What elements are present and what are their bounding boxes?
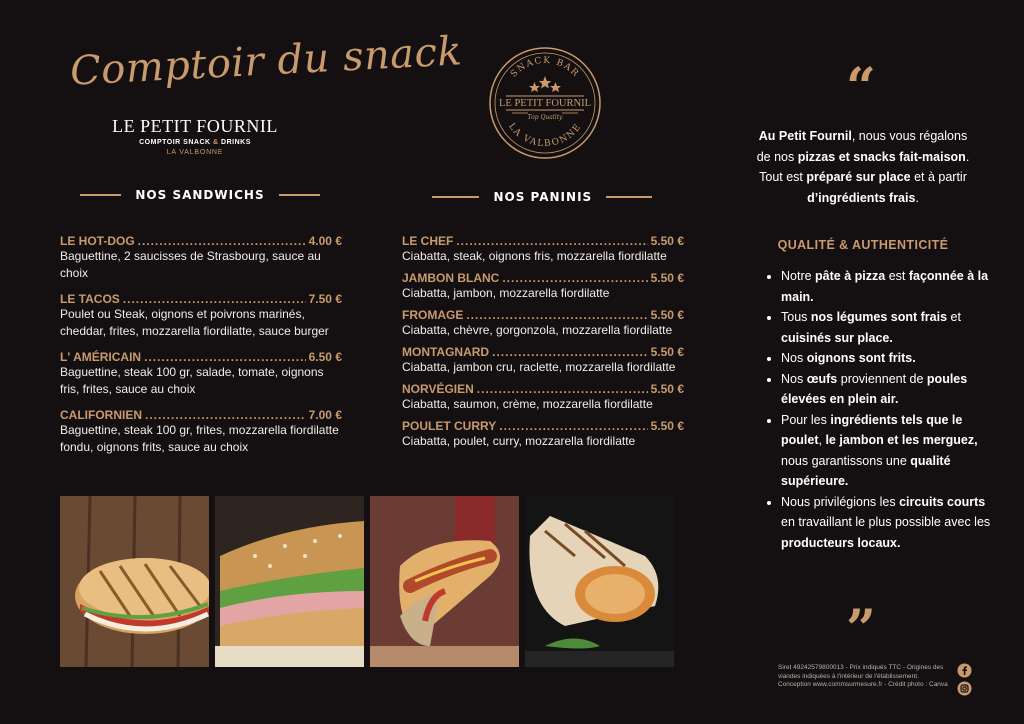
intro-paragraph xyxy=(752,126,974,208)
quality-list xyxy=(763,266,993,553)
item-price: 5.50 € xyxy=(650,419,684,433)
dot-leader xyxy=(144,350,306,364)
quality-list-item xyxy=(781,307,993,348)
snack-bar-stamp xyxy=(488,46,602,160)
hotdog-photo xyxy=(370,496,519,667)
text-run: et xyxy=(947,310,961,324)
item-name: LE CHEF xyxy=(402,234,454,248)
menu-item xyxy=(402,419,684,450)
quality-list-item xyxy=(781,410,993,492)
bold-text: préparé sur place xyxy=(806,170,911,184)
item-description: Baguettine, steak 100 gr, salade, tomate, oignons fris, frites, sauce au choix xyxy=(60,365,324,396)
item-description: Ciabatta, chèvre, gorgonzola, mozzarella fiordilatte xyxy=(402,323,673,337)
paninis-list xyxy=(402,234,684,456)
item-name: FROMAGE xyxy=(402,308,464,322)
menu-item xyxy=(402,382,684,413)
text-run: , nous vous régalons de nos xyxy=(756,129,968,164)
legal-footer: Siret 49242579800013 - Prix indiqués TTC - Origines des viandes indiquées à l'intérieur de l'établissement. Conception www.commsurmesure.fr - Crédit photo : Canva xyxy=(778,664,948,689)
item-name: NORVÉGIEN xyxy=(402,382,474,396)
text-run: , xyxy=(818,433,826,447)
bold-text: circuits courts xyxy=(899,494,986,509)
bold-text: d’ingrédients frais xyxy=(807,190,916,205)
menu-item xyxy=(402,234,684,265)
bold-text: façonnée à la main. xyxy=(781,269,989,304)
tagline-drinks: DRINKS xyxy=(221,139,251,146)
item-description: Baguettine, steak 100 gr, frites, mozzarella fiordilatte fondu, oignons frits, sauce au choix xyxy=(60,423,339,454)
divider xyxy=(279,194,320,196)
text-run: en travaillant le plus possible avec les xyxy=(781,515,991,529)
stamp-top-text: SNACK BAR xyxy=(509,55,581,80)
bold-text: poules élevées en plein air. xyxy=(781,371,968,406)
text-run: est xyxy=(885,269,909,283)
tagline-snack: COMPTOIR SNACK xyxy=(139,139,211,146)
text-run: et à partir xyxy=(910,170,967,184)
item-price: 5.50 € xyxy=(650,234,684,248)
dot-leader xyxy=(456,234,647,248)
dot-leader xyxy=(492,345,648,359)
item-name: L' AMÉRICAIN xyxy=(60,350,142,364)
item-price: 4.00 € xyxy=(308,234,342,248)
brand-script-title: Comptoir du snack xyxy=(68,28,464,95)
item-price: 6.50 € xyxy=(308,350,342,364)
bold-text: pizzas et snacks fait-maison xyxy=(797,149,966,164)
divider xyxy=(432,196,479,198)
brand-tagline xyxy=(80,139,310,146)
menu-item xyxy=(60,292,342,340)
bold-text: le jambon et les merguez, xyxy=(825,433,978,447)
brand-name: LE PETIT FOURNIL xyxy=(112,116,278,136)
text-run: nous garantissons une xyxy=(781,453,911,468)
bold-text: cuisinés sur place. xyxy=(781,330,893,345)
stamp-quality: Top Quality xyxy=(527,114,563,121)
item-price: 7.00 € xyxy=(308,408,342,422)
bold-text: producteurs locaux. xyxy=(781,535,901,550)
item-price: 5.50 € xyxy=(650,271,684,285)
dot-leader xyxy=(502,271,647,285)
bold-text: ingrédients tels que le poulet xyxy=(781,412,963,447)
text-run: . Tout est xyxy=(759,149,970,184)
panini-photo xyxy=(60,496,209,667)
menu-item xyxy=(402,308,684,339)
item-price: 5.50 € xyxy=(650,308,684,322)
sandwichs-list xyxy=(60,234,342,466)
item-name: MONTAGNARD xyxy=(402,345,490,359)
sandwichs-title: NOS SANDWICHS xyxy=(135,188,265,202)
brand-location: LA VALBONNE xyxy=(166,149,224,156)
bold-text: qualité supérieure. xyxy=(781,453,951,488)
item-description: Ciabatta, jambon cru, raclette, mozzarella fiordilatte xyxy=(402,360,676,374)
item-description: Poulet ou Steak, oignons et poivrons marinés, cheddar, frites, mozzarella fiordilatte, sauce burger xyxy=(60,307,329,338)
sandwich-photo xyxy=(215,496,364,667)
quality-list-item xyxy=(781,348,993,369)
dot-leader xyxy=(499,419,647,433)
dot-leader xyxy=(477,382,648,396)
item-description: Ciabatta, saumon, crème, mozzarella fiordilatte xyxy=(402,397,653,411)
stamp-name: LE PETIT FOURNIL xyxy=(499,98,591,109)
menu-item xyxy=(60,234,342,282)
item-name: CALIFORNIEN xyxy=(60,408,142,422)
menu-item xyxy=(402,271,684,302)
sandwichs-header xyxy=(80,188,320,202)
item-description: Ciabatta, jambon, mozzarella fiordilatte xyxy=(402,286,610,300)
bold-text: œufs xyxy=(806,371,838,386)
text-run: . xyxy=(915,190,919,205)
stamp-stars xyxy=(529,76,561,92)
item-description: Ciabatta, poulet, curry, mozzarella fiordilatte xyxy=(402,434,636,448)
menu-item xyxy=(60,350,342,398)
item-price: 5.50 € xyxy=(650,382,684,396)
wrap-photo xyxy=(525,496,674,667)
text-run: Tous xyxy=(781,310,811,324)
paninis-header xyxy=(432,190,652,204)
item-description: Baguettine, 2 saucisses de Strasbourg, sauce au choix xyxy=(60,249,321,280)
item-name: JAMBON BLANC xyxy=(402,271,500,285)
dot-leader xyxy=(466,308,647,322)
tagline-ampersand: & xyxy=(213,139,219,146)
text-run: Pour les xyxy=(781,412,831,427)
text-run: Notre xyxy=(781,269,816,283)
item-description: Ciabatta, steak, oignons fris, mozzarella fiordilatte xyxy=(402,249,667,263)
text-run: Nos xyxy=(781,351,807,365)
text-run: Nos xyxy=(781,371,807,386)
text-run: proviennent de xyxy=(837,371,927,386)
text-run: Nous privilégions les xyxy=(781,494,900,509)
quality-list-item xyxy=(781,369,993,410)
stamp-bottom-text: LA VALBONNE xyxy=(506,121,584,150)
menu-item xyxy=(60,408,342,456)
bold-text: Au Petit Fournil xyxy=(758,129,852,143)
bold-text: oignons sont frits. xyxy=(806,351,916,365)
paninis-title: NOS PANINIS xyxy=(493,190,593,204)
quality-list-item xyxy=(781,266,993,307)
item-price: 5.50 € xyxy=(650,345,684,359)
close-quote-icon: ” xyxy=(846,599,876,660)
bold-text: nos légumes sont frais xyxy=(810,310,948,324)
dot-leader xyxy=(138,234,306,248)
divider xyxy=(80,194,121,196)
dot-leader xyxy=(145,408,306,422)
bold-text: pâte à pizza xyxy=(815,269,886,283)
instagram-icon[interactable] xyxy=(957,681,972,696)
quality-title: QUALITÉ & AUTHENTICITÉ xyxy=(777,238,949,252)
menu-item xyxy=(402,345,684,376)
divider xyxy=(606,196,652,198)
facebook-icon[interactable] xyxy=(957,663,972,678)
item-name: LE HOT-DOG xyxy=(60,234,135,248)
item-price: 7.50 € xyxy=(308,292,342,306)
item-name: POULET CURRY xyxy=(402,419,497,433)
dot-leader xyxy=(123,292,306,306)
item-name: LE TACOS xyxy=(60,292,120,306)
open-quote-icon: “ xyxy=(846,57,876,118)
quality-list-item xyxy=(781,492,993,554)
